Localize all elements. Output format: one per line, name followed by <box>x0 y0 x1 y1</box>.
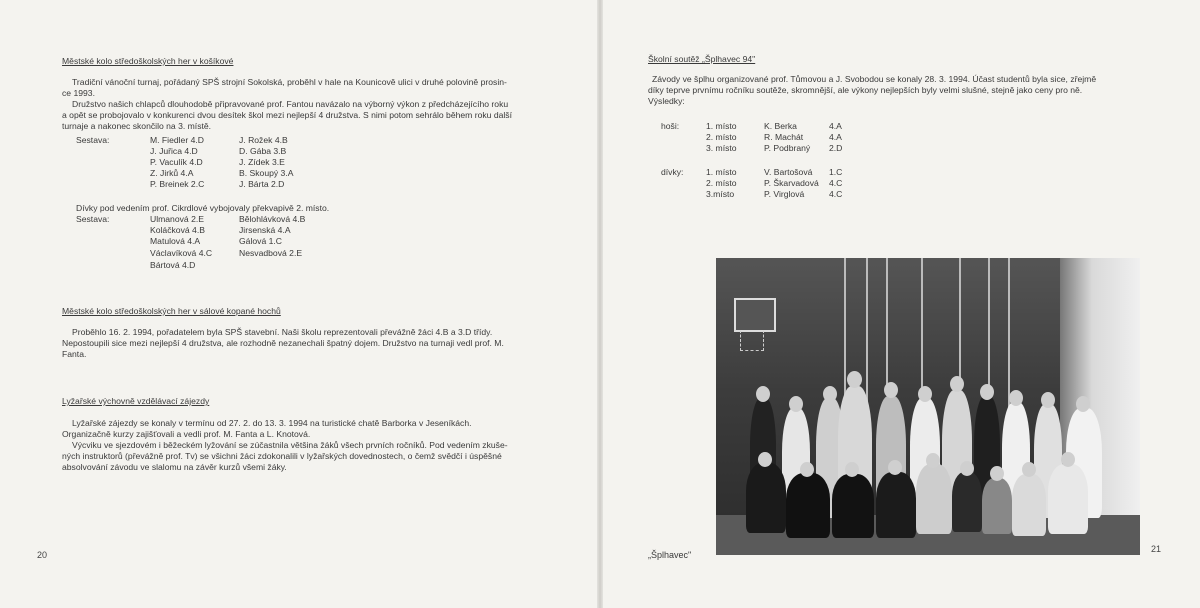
person-head <box>756 386 770 402</box>
lineup-player: Z. Jirků 4.A <box>150 168 194 178</box>
person <box>786 473 830 538</box>
result-class: 1.C <box>829 167 843 177</box>
lineup-player: J. Zídek 3.E <box>239 157 285 167</box>
person <box>746 463 786 533</box>
basketball-backboard <box>734 298 776 332</box>
lineup-player: P. Vaculík 4.D <box>150 157 203 167</box>
result-class: 4.A <box>829 132 842 142</box>
person-head <box>990 466 1004 481</box>
paragraph-line: Výsledky: <box>648 96 685 106</box>
paragraph-line: Fanta. <box>62 349 87 359</box>
lineup-player: Václavíková 4.C <box>150 248 213 258</box>
lineup-player: J. Juřica 4.D <box>150 146 198 156</box>
person-head <box>918 386 932 402</box>
person-head <box>1041 392 1055 408</box>
book-spine <box>597 0 603 608</box>
result-place: 2. místo <box>706 178 737 188</box>
paragraph-line: absolvování závodu ve slalomu na závěr kurzů všemi žáky. <box>62 462 287 472</box>
photo-rope <box>844 258 846 408</box>
person-head <box>926 453 940 468</box>
person-head <box>845 462 859 477</box>
lineup-player: Matulová 4.A <box>150 236 201 246</box>
lineup-player: D. Gába 3.B <box>239 146 287 156</box>
photo-rope <box>866 258 868 403</box>
basketball-hoop <box>740 330 764 351</box>
person-head <box>789 396 803 412</box>
boys-label: hoši: <box>661 121 680 131</box>
paragraph-line: turnaje a nakonec skončilo na 3. místě. <box>62 121 212 131</box>
paragraph-line: ných instruktorů (převážně prof. Tv) se všichni žáci zdokonalili v lyžařských dovednostech, o čemž svědčí i úspěšné <box>62 451 502 461</box>
paragraph-line: a opět se probojovalo v konkurenci dvou desítek škol mezi nejlepší 4 družstva. S nimi potom sehrálo během roku další <box>62 110 512 120</box>
paragraph-line: Tradiční vánoční turnaj, pořádaný SPŠ strojní Sokolská, proběhl v hale na Kounicově ulici v druhé polovině prosin- <box>72 77 507 87</box>
person <box>1012 474 1046 536</box>
person-head <box>1022 462 1036 477</box>
section-heading-basketball: Městské kolo středoškolských her v košíkové <box>62 56 234 66</box>
paragraph-line: Družstvo našich chlapců dlouhodobě připravované prof. Fantou navázalo na výborný výkon z předcházejícího roku <box>72 99 509 109</box>
lineup-player: M. Fiedler 4.D <box>150 135 204 145</box>
person-head <box>960 461 974 476</box>
lineup-player: Bártová 4.D <box>150 260 196 270</box>
lineup-player: Jirsenská 4.A <box>239 225 291 235</box>
paragraph-line: Organizačně kurzy zajišťovali a vedli prof. M. Fanta a L. Knotová. <box>62 429 311 439</box>
person-head <box>1076 396 1090 412</box>
person <box>916 464 952 534</box>
photo-rope <box>921 258 923 398</box>
section-heading-futsal: Městské kolo středoškolských her v sálové kopané hochů <box>62 306 281 316</box>
result-name: P. Škarvadová <box>764 178 819 188</box>
result-place: 3. místo <box>706 143 737 153</box>
lineup-player: B. Skoupý 3.A <box>239 168 294 178</box>
group-photo <box>716 258 1140 555</box>
result-name: R. Machát <box>764 132 804 142</box>
person <box>876 472 916 538</box>
person-head <box>1009 390 1023 406</box>
photo-caption: „Šplhavec" <box>648 550 692 560</box>
girls-label: dívky: <box>661 167 684 177</box>
result-class: 4.C <box>829 189 843 199</box>
result-place: 2. místo <box>706 132 737 142</box>
person-head <box>884 382 898 398</box>
photo-rope <box>1008 258 1010 408</box>
paragraph-line: Závody ve šplhu organizované prof. Tůmovou a J. Svobodou se konaly 28. 3. 1994. Účast studentů byla sice, zřejmě <box>652 74 1097 84</box>
girls-line: Dívky pod vedením prof. Cikrdlové vybojovaly překvapivě 2. místo. <box>76 203 330 213</box>
person <box>832 474 874 538</box>
result-name: K. Berka <box>764 121 797 131</box>
result-name: P. Virglová <box>764 189 805 199</box>
person-head <box>758 452 772 467</box>
person-head <box>823 386 837 402</box>
lineup-player: J. Bárta 2.D <box>239 179 285 189</box>
person <box>1048 464 1088 534</box>
lineup-player: Nesvadbová 2.E <box>239 248 303 258</box>
page-number-left: 20 <box>37 550 48 560</box>
paragraph-line: Proběhlo 16. 2. 1994, pořadatelem byla SPŠ stavební. Naši školu reprezentovali převážně žáci 4.B a 3.D třídy. <box>72 327 493 337</box>
paragraph-line: Lyžařské zájezdy se konaly v termínu od 27. 2. do 13. 3. 1994 na turistické chatě Barborka v Jeseníkách. <box>72 418 472 428</box>
result-place: 1. místo <box>706 167 737 177</box>
result-class: 4.A <box>829 121 842 131</box>
lineup-player: Koláčková 4.B <box>150 225 205 235</box>
person-head <box>888 460 902 475</box>
lineup-player: Bělohlávková 4.B <box>239 214 306 224</box>
lineup-player: J. Rožek 4.B <box>239 135 288 145</box>
person-head <box>1061 452 1075 467</box>
person-head <box>800 462 814 477</box>
lineup-player: Gálová 1.C <box>239 236 282 246</box>
paragraph-line: Nepostoupili sice mezi nejlepší 4 družstva, ale rozhodně nezanechali špatný dojem. Družstvo na turnaji vedl prof. M. <box>62 338 504 348</box>
person-head <box>950 376 964 392</box>
person-head <box>847 371 862 388</box>
result-name: V. Bartošová <box>764 167 813 177</box>
lineup-player: P. Breinek 2.C <box>150 179 205 189</box>
result-class: 4.C <box>829 178 843 188</box>
person-head <box>980 384 994 400</box>
section-heading-climbing: Školní soutěž „Šplhavec 94" <box>648 54 756 64</box>
page-number-right: 21 <box>1151 544 1162 554</box>
section-heading-ski: Lyžařské výchovně vzdělávací zájezdy <box>62 396 210 406</box>
lineup-label: Sestava: <box>76 135 110 145</box>
person <box>982 478 1012 534</box>
photo-rope <box>886 258 888 388</box>
result-class: 2.D <box>829 143 843 153</box>
result-name: P. Podbraný <box>764 143 811 153</box>
paragraph-line: díky teprve prvnímu ročníku soutěže, skromnější, ale výkony nejlepších byly velmi slušné, stejně jako ceny pro ně. <box>648 85 1083 95</box>
lineup-label: Sestava: <box>76 214 110 224</box>
lineup-player: Ulmanová 2.E <box>150 214 204 224</box>
paragraph-line: Výcviku ve sjezdovém i běžeckém lyžování se zúčastnila většina žáků všech prvních ročníků. Pod vedením zkuše- <box>72 440 508 450</box>
result-place: 3.místo <box>706 189 735 199</box>
paragraph-line: ce 1993. <box>62 88 95 98</box>
person <box>952 472 982 532</box>
result-place: 1. místo <box>706 121 737 131</box>
